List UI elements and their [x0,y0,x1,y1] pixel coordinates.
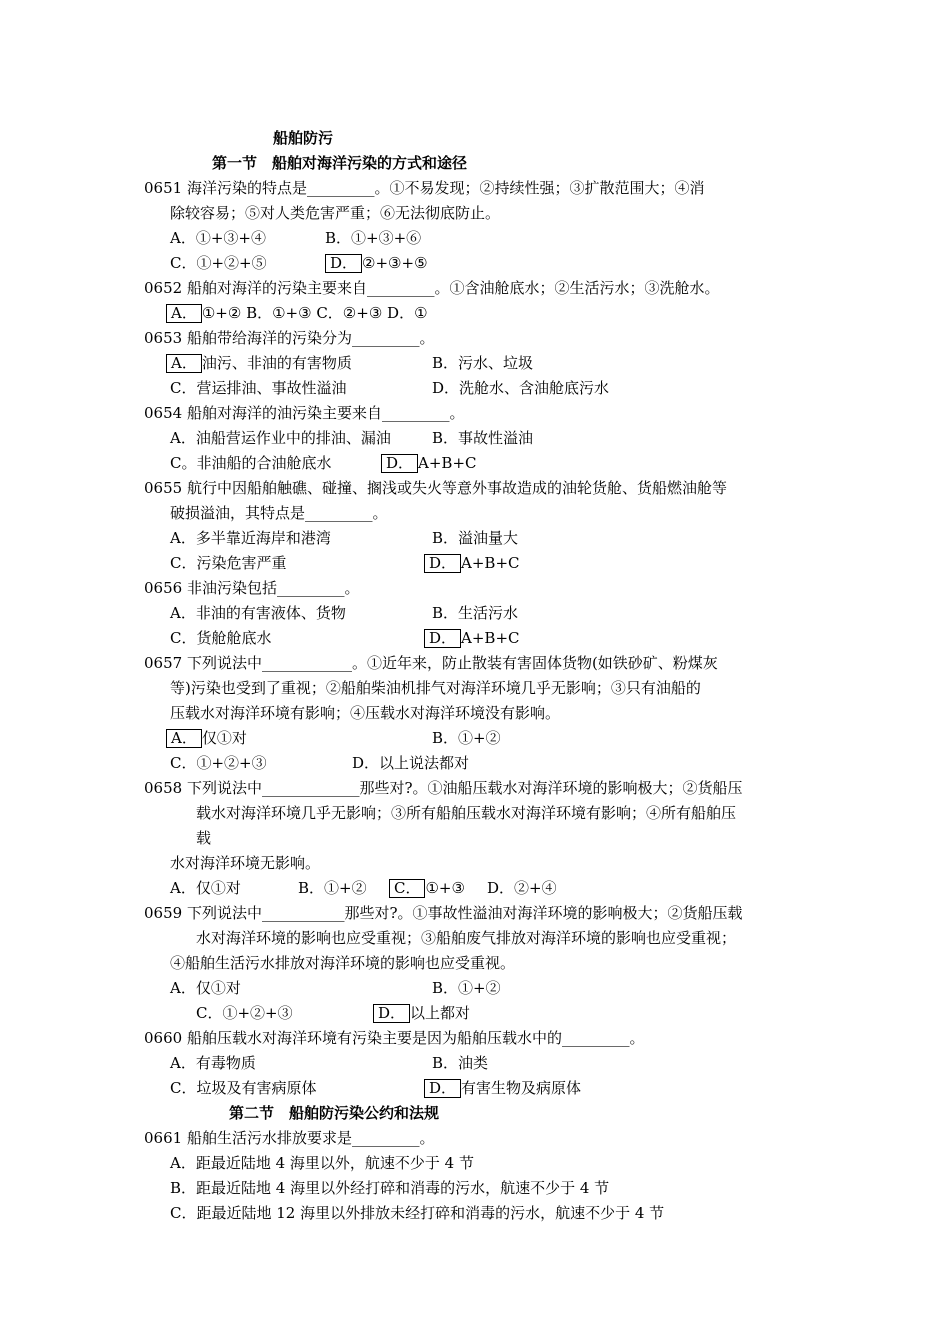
question-0655-stem: 0655 航行中因船舶触礁、碰撞、搁浅或失火等意外事故造成的油轮货舱、货船燃油舱等 [144,479,727,497]
question-0651-stem-cont: 除较容易；⑤对人类危害严重；⑥无法彻底防止。 [170,204,501,222]
option-0655-c: C．污染危害严重 [170,554,287,572]
question-0654-stem: 0654 船舶对海洋的油污染主要来自_________。 [144,404,465,422]
option-0656-d: D． A+B+C [424,628,520,648]
option-0660-c: C．垃圾及有害病原体 [170,1079,317,1097]
option-0659-b: B．①+② [432,979,501,997]
option-0658-d: D．②+④ [487,879,557,897]
question-0655-stem-cont: 破损溢油，其特点是_________。 [170,504,388,522]
question-0659-stem-cont: 水对海洋环境的影响也应受重视；③船舶废气排放对海洋环境的影响也应受重视； [196,929,737,947]
question-0658-stem-cont3: 水对海洋环境无影响。 [170,854,321,872]
option-0660-a: A．有毒物质 [170,1054,256,1072]
option-0653-d: D．洗舱水、含油舱底污水 [432,379,610,397]
option-0659-c: C．①+②+③ [196,1004,293,1022]
option-0660-b: B．油类 [432,1054,489,1072]
option-0656-a: A．非油的有害液体、货物 [170,604,346,622]
question-0657-stem-cont: 等)污染也受到了重视；②船舶柴油机排气对海洋环境几乎无影响；③只有油船的 [170,679,701,697]
answer-box: C． [389,879,425,898]
option-0657-d: D．以上说法都对 [352,754,470,772]
option-0651-d: D． ②+③+⑤ [325,253,428,273]
answer-box: D． [381,454,418,473]
answer-box: A． [166,729,202,748]
option-0659-d: D． 以上都对 [373,1003,470,1023]
option-0660-d: D． 有害生物及病原体 [424,1078,581,1098]
answer-box: A． [166,304,202,323]
option-0655-b: B．溢油量大 [432,529,519,547]
option-0651-b: B．①+③+⑥ [325,229,422,247]
option-0657-a: A． 仅①对 [166,728,247,748]
answer-box: A． [166,354,202,373]
question-0658-stem: 0658 下列说法中_____________那些对?。①油船压载水对海洋环境的影响极大；②货船压 [144,779,743,797]
question-0659-stem: 0659 下列说法中___________那些对?。①事故性溢油对海洋环境的影响极大；②货船压载 [144,904,743,922]
option-0655-d: D． A+B+C [424,553,520,573]
answer-box: D． [325,254,362,273]
question-0657-stem-cont2: 压载水对海洋环境有影响；④压载水对海洋环境没有影响。 [170,704,561,722]
document-title: 船舶防污 [273,129,334,147]
question-0651-stem: 0651 海洋污染的特点是_________。①不易发现；②持续性强；③扩散范围大；④消 [144,179,705,197]
answer-box: D． [424,629,461,648]
question-0659-stem-cont2: ④船舶生活污水排放对海洋环境的影响也应受重视。 [170,954,516,972]
option-0654-c: C。非油船的合油舱底水 [170,454,332,472]
option-0658-c: C． ①+③ [389,878,465,898]
option-0651-c: C．①+②+⑤ [170,254,267,272]
option-0654-b: B．事故性溢油 [432,429,534,447]
option-0661-b: B．距最近陆地 4 海里以外经打碎和消毒的污水，航速不少于 4 节 [170,1179,610,1197]
options-0652: A． ①+② B．①+③ C．②+③ D．① [166,303,428,323]
section-heading-1: 第一节 船舶对海洋污染的方式和途径 [212,154,468,172]
option-0658-a: A．仅①对 [170,879,241,897]
option-0657-c: C．①+②+③ [170,754,267,772]
option-0651-a: A．①+③+④ [170,229,266,247]
question-0652-stem: 0652 船舶对海洋的污染主要来自_________。①含油舱底水；②生活污水；③洗舱水。 [144,279,720,297]
question-0653-stem: 0653 船舶带给海洋的污染分为_________。 [144,329,435,347]
option-0656-c: C．货舱舱底水 [170,629,272,647]
option-0654-d: D． A+B+C [381,453,477,473]
option-0653-a: A． 油污、非油的有害物质 [166,353,352,373]
question-0660-stem: 0660 船舶压载水对海洋环境有污染主要是因为船舶压载水中的_________。 [144,1029,645,1047]
question-0657-stem: 0657 下列说法中____________。①近年来，防止散装有害固体货物(如铁砂矿、粉煤灰 [144,654,718,672]
question-0658-stem-cont2: 载 [196,829,212,847]
option-0653-c: C．营运排油、事故性溢油 [170,379,347,397]
option-0656-b: B．生活污水 [432,604,519,622]
answer-box: D． [424,1079,461,1098]
option-0661-a: A．距最近陆地 4 海里以外，航速不少于 4 节 [170,1154,474,1172]
section-heading-2: 第二节 船舶防污染公约和法规 [229,1104,440,1122]
question-0656-stem: 0656 非油污染包括_________。 [144,579,360,597]
option-0659-a: A．仅①对 [170,979,241,997]
option-0657-b: B．①+② [432,729,501,747]
question-0661-stem: 0661 船舶生活污水排放要求是_________。 [144,1129,435,1147]
answer-box: D． [373,1004,410,1023]
question-0658-stem-cont: 载水对海洋环境几乎无影响；③所有船舶压载水对海洋环境有影响；④所有船舶压 [196,804,737,822]
option-0655-a: A．多半靠近海岸和港湾 [170,529,331,547]
option-0653-b: B．污水、垃圾 [432,354,534,372]
option-0661-c: C．距最近陆地 12 海里以外排放未经打碎和消毒的污水，航速不少于 4 节 [170,1204,665,1222]
answer-box: D． [424,554,461,573]
option-0658-b: B．①+② [298,879,367,897]
option-0654-a: A．油船营运作业中的排油、漏油 [170,429,391,447]
